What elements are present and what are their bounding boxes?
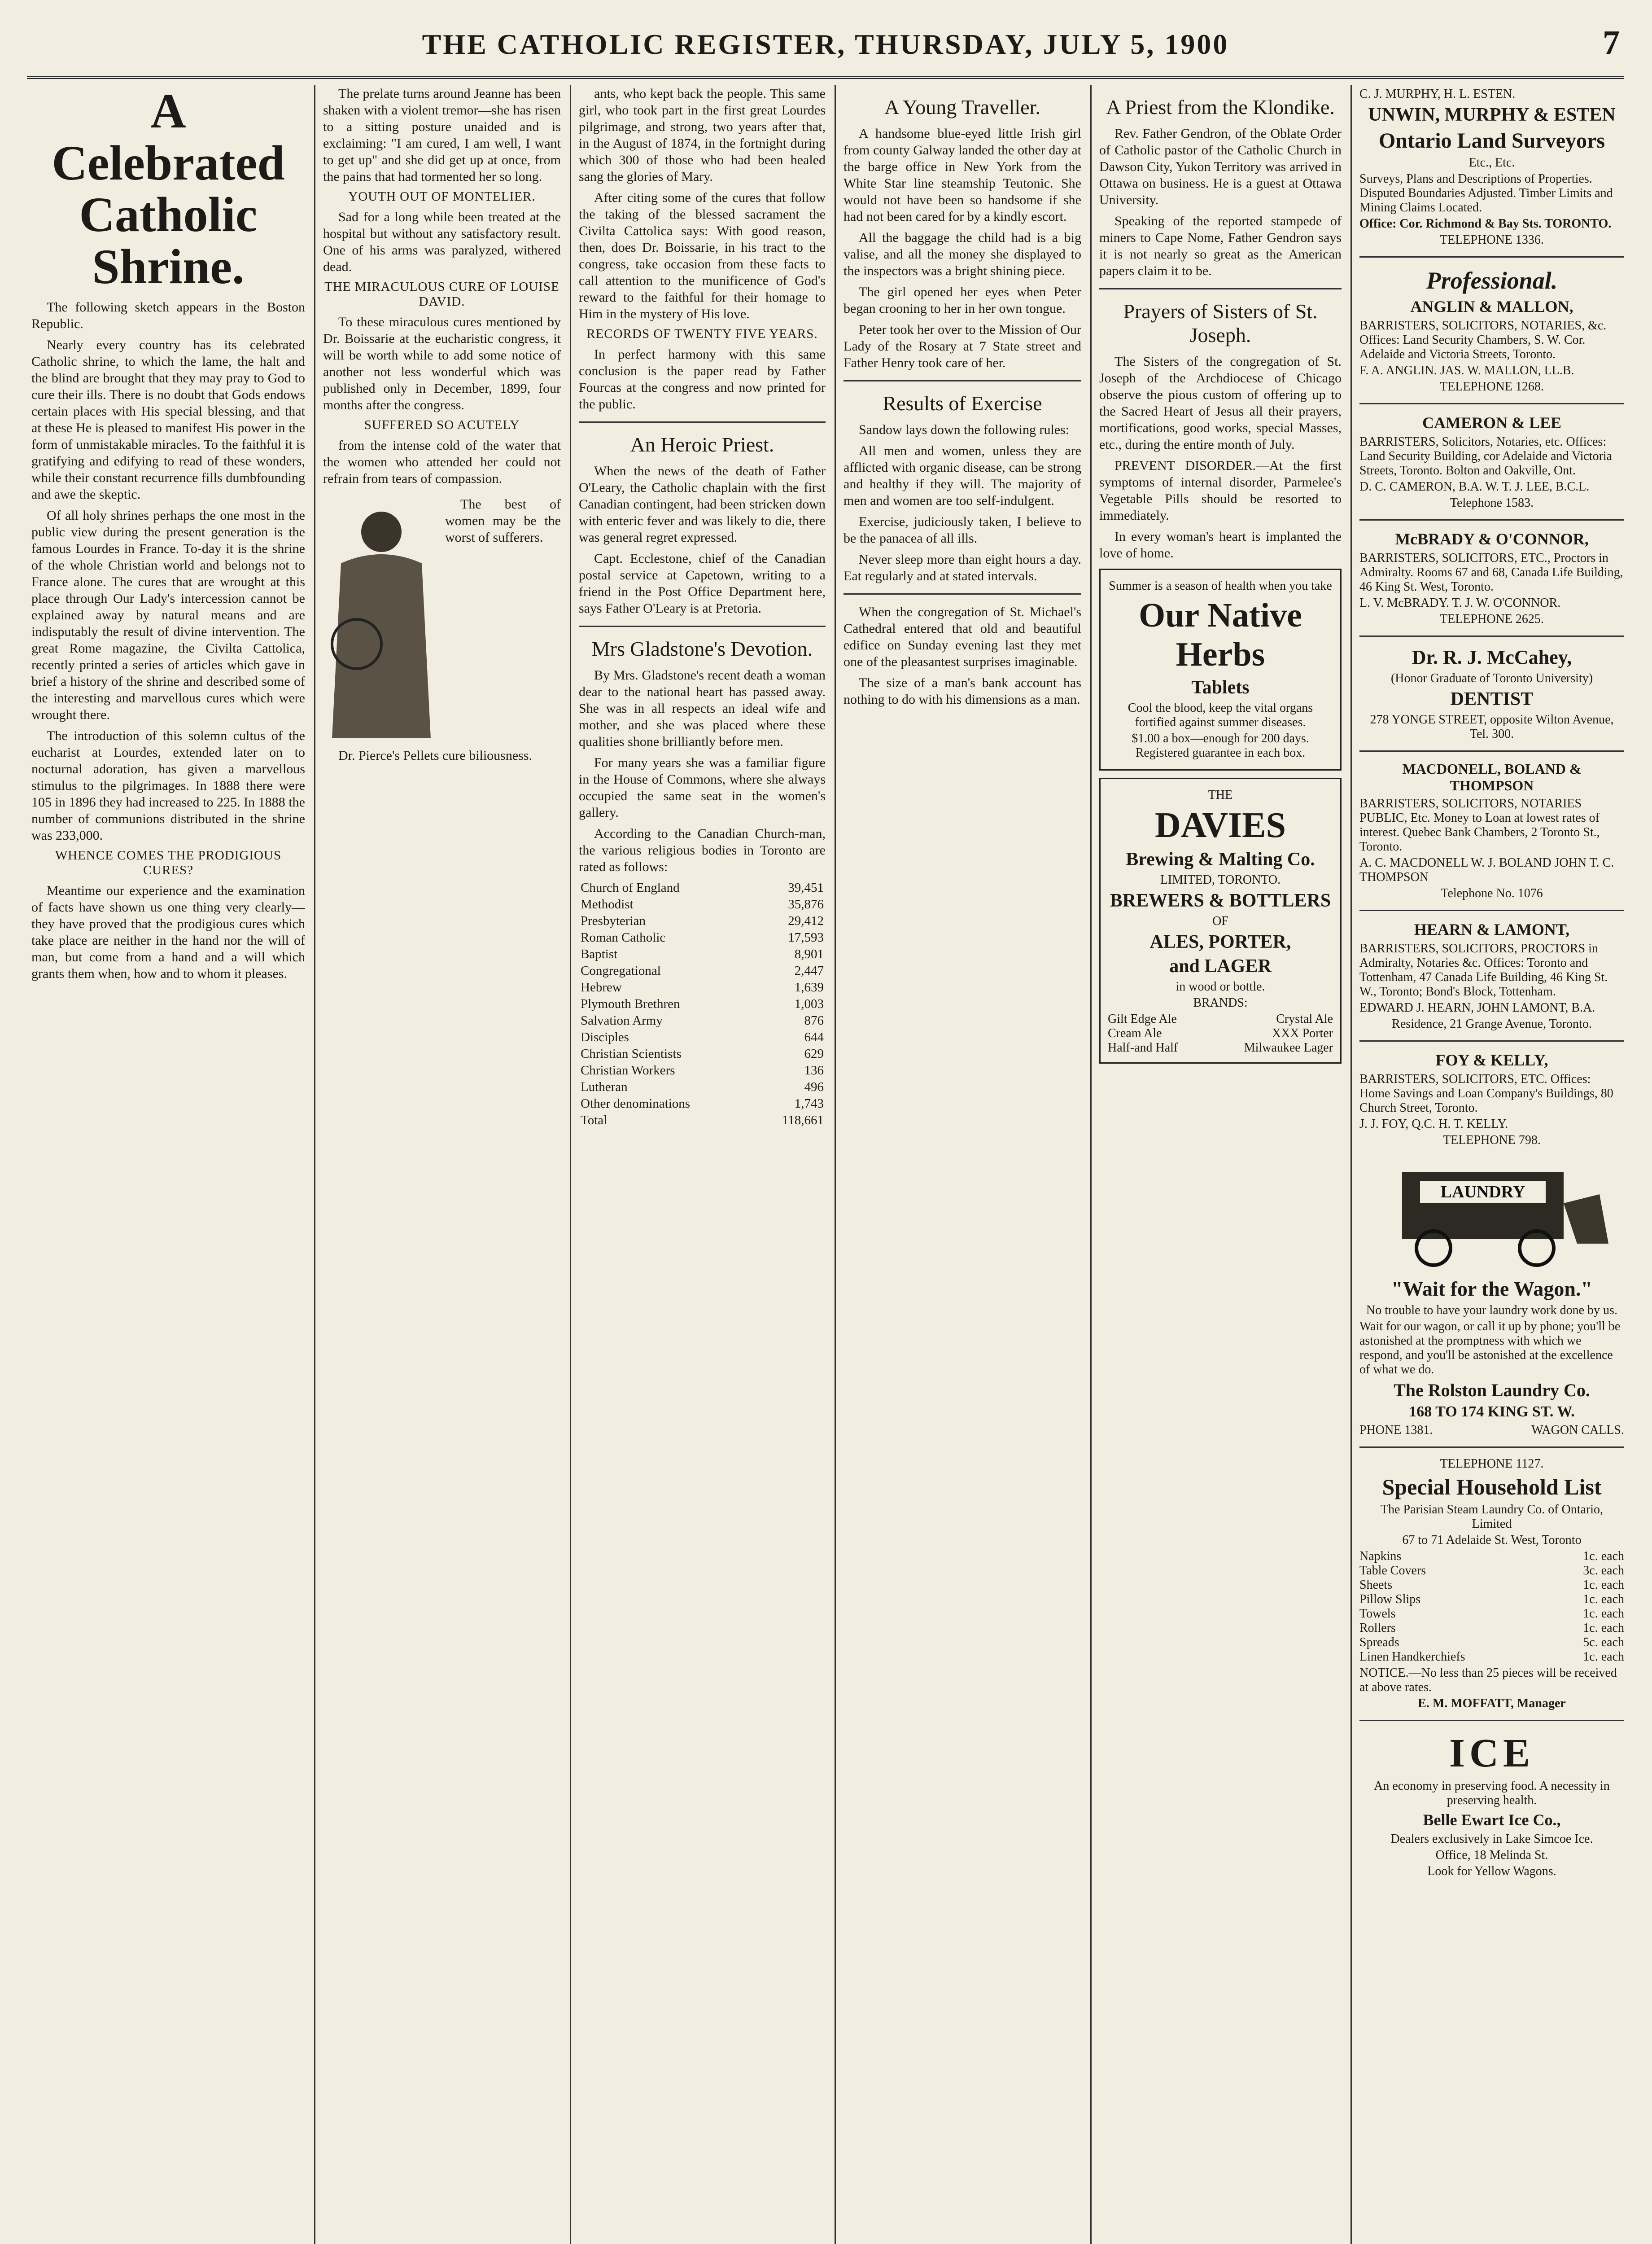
price-row xyxy=(1359,1592,1624,1607)
wagon-sub: No trouble to have your laundry work done by us. xyxy=(1366,1303,1617,1317)
price-value: 1c. each xyxy=(1583,1607,1624,1621)
ad-tail: Dr. Pierce's Pellets cure biliousness. xyxy=(338,748,532,763)
paragraph: from the intense cold of the water that the women who attended her could not refrain from tears of compassion. xyxy=(323,438,561,486)
stats-row xyxy=(579,1046,826,1062)
belle-addr: Office, 18 Melinda St. xyxy=(1435,1848,1548,1862)
paragraph: Of all holy shrines perhaps the one most in the public view during the present generation is the famous Lourdes in France. To-day it is the shrine of the whole Christian world and belongs not to France alone. The cures that are wrought at this place through Our Lady's intercession cannot be explained away by natural means and are indisputably the result of divine intervention. The great Rome magazine, the Civilta Cattolica, recently printed a series of articles which gave in brief a history of the shrine and described some of the interesting and marvellous cures which were wrought there. xyxy=(31,508,305,722)
column-6 xyxy=(1359,85,1624,2244)
stats-value: 1,743 xyxy=(794,1096,824,1111)
headline-young-traveller: A Young Traveller. xyxy=(884,96,1040,118)
stats-label: Disciples xyxy=(581,1030,629,1044)
price-row xyxy=(1359,1607,1624,1621)
stats-total-label: Total xyxy=(581,1113,607,1127)
firm-desc: BARRISTERS, SOLICITORS, NOTARIES, &c. Offices: Land Security Chambers, S. W. Cor. Adelaide and Victoria Streets, Toronto. xyxy=(1359,319,1607,361)
brand: Milwaukee Lager xyxy=(1244,1041,1333,1055)
column-3 xyxy=(579,85,826,2244)
stats-value: 136 xyxy=(804,1063,824,1078)
surveyors-desc: Surveys, Plans and Descriptions of Properties. Disputed Boundaries Adjusted. Timber Limits and Mining Claims Located. xyxy=(1359,172,1613,215)
price-list xyxy=(1359,1549,1624,1664)
dentist-addr: 278 YONGE STREET, opposite Wilton Avenue, Tel. 300. xyxy=(1370,713,1614,741)
stats-row xyxy=(579,963,826,979)
stats-label: Christian Scientists xyxy=(581,1047,682,1061)
firm-desc: BARRISTERS, Solicitors, Notaries, etc. Offices: Land Security Building, cor Adelaide and Victoria Streets, Toronto. Bolton and Oakville, Ont. xyxy=(1359,435,1613,478)
stats-row xyxy=(579,1079,826,1096)
stats-row xyxy=(579,946,826,963)
paragraph: Capt. Ecclestone, chief of the Canadian postal service at Capetown, writing to a friend in the Post Office Department here, says Father O'Leary is at Pretoria. xyxy=(579,551,826,616)
price-row xyxy=(1359,1635,1624,1650)
surveyors-etc: Etc., Etc. xyxy=(1468,156,1515,170)
stats-row xyxy=(579,979,826,996)
dentist-sub: (Honor Graduate of Toronto University) xyxy=(1390,671,1593,685)
surveyors-title: Ontario Land Surveyors xyxy=(1378,129,1605,153)
rolston-phone: PHONE 1381. xyxy=(1359,1423,1433,1437)
belle-sub: Dealers exclusively in Lake Simcoe Ice. xyxy=(1390,1832,1593,1846)
davies-ad xyxy=(1099,778,1342,1064)
rolston-name: The Rolston Laundry Co. xyxy=(1394,1380,1590,1400)
divider xyxy=(1359,519,1624,521)
brands-row xyxy=(1108,1012,1333,1026)
paragraph: Sad for a long while been treated at the hospital but without any satisfactory result. One of his arms was paralyzed, withered dead. xyxy=(323,210,561,274)
column-rule xyxy=(314,85,315,2244)
pierce-ad xyxy=(323,496,561,747)
unwin-firm: UNWIN, MURPHY & ESTEN xyxy=(1368,105,1616,125)
brand: Crystal Ale xyxy=(1276,1012,1333,1026)
masthead xyxy=(27,18,1624,79)
firm-card xyxy=(1359,413,1624,510)
divider xyxy=(1359,636,1624,637)
dentist-title: DENTIST xyxy=(1450,689,1534,710)
stats-label: Lutheran xyxy=(581,1080,628,1094)
firm-tel: Residence, 21 Grange Avenue, Toronto. xyxy=(1392,1017,1592,1031)
divider xyxy=(1099,288,1342,289)
price-value: 3c. each xyxy=(1583,1564,1624,1578)
stats-label: Plymouth Brethren xyxy=(581,997,680,1011)
brand: Cream Ale xyxy=(1108,1026,1162,1040)
davies-name: DAVIES xyxy=(1155,806,1286,845)
divider xyxy=(579,626,826,627)
stats-value: 8,901 xyxy=(794,947,824,961)
headline-heroic-priest: An Heroic Priest. xyxy=(630,433,774,456)
price-item: Linen Handkerchiefs xyxy=(1359,1650,1465,1664)
special-household: Special Household List xyxy=(1382,1474,1602,1499)
paragraph: ants, who kept back the people. This same girl, who took part in the first great Lourdes pilgrimage, and strong, two years after that, in the August of 1874, in the fortnight during which 300 of those who had been healed sang the glories of Mary. xyxy=(579,86,826,184)
firm-tel: Telephone No. 1076 xyxy=(1441,886,1543,900)
davies-ales: ALES, PORTER, xyxy=(1149,932,1291,952)
paragraph: Speaking of the reported stampede of miners to Cape Nome, Father Gendron says it is not nearly so great as the American papers claim it to be. xyxy=(1099,214,1342,278)
price-item: Pillow Slips xyxy=(1359,1592,1421,1606)
brand: Gilt Edge Ale xyxy=(1108,1012,1177,1026)
paragraph: In every woman's heart is implanted the love of home. xyxy=(1099,529,1342,561)
stats-row xyxy=(579,996,826,1012)
firm-desc: BARRISTERS, SOLICITORS, NOTARIES PUBLIC, Etc. Money to Loan at lowest rates of interest. Quebec Bank Chambers, 2 Toronto St., Toronto. xyxy=(1359,797,1600,854)
davies-brands: BRANDS: xyxy=(1193,996,1248,1010)
herbs-price: $1.00 a box—enough for 200 days. Registered guarantee in each box. xyxy=(1132,732,1309,760)
parisian-addr: 67 to 71 Adelaide St. West, Toronto xyxy=(1402,1533,1582,1547)
firm-partners: A. C. MACDONELL W. J. BOLAND JOHN T. C. THOMPSON xyxy=(1359,856,1614,884)
price-row xyxy=(1359,1621,1624,1635)
stats-value: 629 xyxy=(804,1047,824,1061)
price-item: Towels xyxy=(1359,1607,1396,1621)
paragraph: In perfect harmony with this same conclusion is the paper read by Father Fourcas at the congress and now printed for the public. xyxy=(579,347,826,412)
davies-the: THE xyxy=(1208,788,1233,802)
stats-label: Methodist xyxy=(581,897,634,912)
stats-label: Other denominations xyxy=(581,1096,691,1111)
stats-row xyxy=(579,880,826,896)
price-item: Napkins xyxy=(1359,1549,1402,1563)
firm-tel: TELEPHONE 798. xyxy=(1443,1133,1541,1147)
paragraph: After citing some of the cures that follow the taking of the blessed sacrament the Civilta Cattolica says: With good reason, then, does Dr. Boissarie, in his tract to the congress, take occasion from these facts to call attention to the munificence of God's reward to the faithful for their homage to Him in the mystery of His love. xyxy=(579,190,826,321)
stats-row xyxy=(579,1062,826,1079)
firm-partners: F. A. ANGLIN. JAS. W. MALLON, LL.B. xyxy=(1359,364,1574,377)
paragraph: To these miraculous cures mentioned by Dr. Boissarie at the eucharistic congress, it will be worth while to add some notice of another not less wonderful which was published only in December, 1899, four months after the congress. xyxy=(323,315,561,412)
herbs-sub: Tablets xyxy=(1191,677,1250,698)
brand: Half-and Half xyxy=(1108,1041,1178,1055)
paragraph: The girl opened her eyes when Peter began crooning to her in her own tongue. xyxy=(843,285,1081,316)
paragraph: Exercise, judiciously taken, I believe to be the panacea of all ills. xyxy=(843,514,1081,546)
surveyor-names: C. J. MURPHY, H. L. ESTEN. xyxy=(1359,87,1516,101)
divider xyxy=(1359,1040,1624,1042)
price-row xyxy=(1359,1549,1624,1564)
laundry-wagon-illustration xyxy=(1366,1154,1617,1271)
stats-row xyxy=(579,896,826,913)
stats-value: 876 xyxy=(804,1013,824,1028)
brands-row xyxy=(1108,1026,1333,1041)
column-5 xyxy=(1099,85,1342,2244)
firm-card xyxy=(1359,920,1624,1031)
divider xyxy=(843,380,1081,381)
paragraph: Peter took her over to the Mission of Our Lady of the Rosary at 7 State street and Father Henry took care of her. xyxy=(843,322,1081,370)
stats-value: 496 xyxy=(804,1080,824,1094)
herbs-ad xyxy=(1099,569,1342,771)
notice: NOTICE.—No less than 25 pieces will be received at above rates. xyxy=(1359,1666,1617,1694)
brand: XXX Porter xyxy=(1272,1026,1333,1040)
firm-tel: TELEPHONE 1268. xyxy=(1440,380,1544,394)
davies-lager: and LAGER xyxy=(1169,956,1272,977)
firm-name: CAMERON & LEE xyxy=(1422,414,1561,432)
rolston-addr: 168 TO 174 KING ST. W. xyxy=(1409,1403,1575,1420)
laundry-sign-text: LAUNDRY xyxy=(1440,1183,1525,1201)
price-value: 1c. each xyxy=(1583,1578,1624,1592)
parisian-name: The Parisian Steam Laundry Co. of Ontario, Limited xyxy=(1380,1503,1604,1531)
davies-of: OF xyxy=(1212,914,1228,928)
stats-label: Baptist xyxy=(581,947,618,961)
stats-label: Congregational xyxy=(581,964,661,978)
price-value: 1c. each xyxy=(1583,1621,1624,1635)
stats-row xyxy=(579,1096,826,1112)
ice-word: ICE xyxy=(1449,1731,1535,1775)
paragraph: The following sketch appears in the Boston Republic. xyxy=(31,300,305,331)
paragraph: When the news of the death of Father O'Leary, the Catholic chaplain with the first Canadian contingent, had been stricken down with enteric fever and was likely to die, there was general regret expressed. xyxy=(579,464,826,545)
firm-tel: Telephone 1583. xyxy=(1450,496,1534,510)
brands-row xyxy=(1108,1041,1333,1055)
stats-value: 39,451 xyxy=(788,881,824,895)
belle-name: Belle Ewart Ice Co., xyxy=(1423,1811,1561,1829)
price-item: Table Covers xyxy=(1359,1564,1426,1578)
divider xyxy=(1359,403,1624,404)
woman-illustration xyxy=(323,496,440,747)
paragraph: According to the Canadian Church-man, the various religious bodies in Toronto are rated as follows: xyxy=(579,826,826,874)
davies-wood: in wood or bottle. xyxy=(1176,980,1265,994)
tel-1127: TELEPHONE 1127. xyxy=(1440,1457,1544,1471)
price-row xyxy=(1359,1564,1624,1578)
firm-name: FOY & KELLY, xyxy=(1435,1051,1548,1069)
price-value: 1c. each xyxy=(1583,1549,1624,1563)
paragraph: By Mrs. Gladstone's recent death a woman dear to the national heart has passed away. She was in all respects an ideal wife and mother, and she was placed where these qualities shone brilliantly before men. xyxy=(579,668,826,749)
firm-name: HEARN & LAMONT, xyxy=(1414,920,1570,938)
firm-partners: L. V. McBRADY. T. J. W. O'CONNOR. xyxy=(1359,596,1561,610)
herbs-top: Summer is a season of health when you take xyxy=(1109,579,1332,593)
rolston-wagon: WAGON CALLS. xyxy=(1531,1423,1624,1437)
professional-heading: Professional. xyxy=(1426,267,1558,294)
column-rule xyxy=(1350,85,1352,2244)
firm-card xyxy=(1359,530,1624,627)
firm-name: MACDONELL, BOLAND & THOMPSON xyxy=(1402,761,1582,793)
firm-partners: EDWARD J. HEARN, JOHN LAMONT, B.A. xyxy=(1359,1001,1595,1015)
stats-label: Roman Catholic xyxy=(581,930,666,945)
firm-name: McBRADY & O'CONNOR, xyxy=(1395,530,1589,548)
divider xyxy=(579,421,826,423)
stats-value: 1,003 xyxy=(794,997,824,1011)
surveyors-tel: TELEPHONE 1336. xyxy=(1440,233,1544,247)
firm-card xyxy=(1359,297,1624,394)
paragraph: Nearly every country has its celebrated Catholic shrine, to which the lame, the halt and the blind are brought that they may pray to God to cure their ills. There is no doubt that Gods endows certain places with His special blessing, and that at these He is pleased to manifest His power in the form of unmistakable miracles. To the faithful it is gratifying and edifying to read of these wonders, while their constant recurrence fills dumbfounding and awe the skeptic. xyxy=(31,337,305,502)
herbs-title: Our Native Herbs xyxy=(1139,596,1302,673)
divider xyxy=(1359,256,1624,258)
headline-prayers: Prayers of Sisters of St. Joseph. xyxy=(1123,300,1318,346)
ice-desc: An economy in preserving food. A necessity in preserving health. xyxy=(1374,1779,1610,1807)
column-rule xyxy=(1090,85,1092,2244)
headline-shrine: A Celebrated Catholic Shrine. xyxy=(52,85,285,294)
stats-row xyxy=(579,929,826,946)
paragraph: PREVENT DISORDER.—At the first symptoms of internal disorder, Parmelee's Vegetable Pills should be resorted to immediately. xyxy=(1099,458,1342,523)
davies-brewers: BREWERS & BOTTLERS xyxy=(1110,890,1331,911)
wagon-desc: Wait for our wagon, or call it up by phone; you'll be astonished at the promptness with which we respond, and you'll be astonished at the excellence of what we do. xyxy=(1359,1319,1621,1376)
paragraph: Sandow lays down the following rules: xyxy=(859,422,1070,437)
price-item: Spreads xyxy=(1359,1635,1399,1649)
stats-label: Church of England xyxy=(581,881,680,895)
dentist-name: Dr. R. J. McCahey, xyxy=(1412,646,1572,668)
dentist-card xyxy=(1359,646,1624,741)
herbs-desc: Cool the blood, keep the vital organs fortified against summer diseases. xyxy=(1128,701,1313,729)
ad-caption: The best of women may be the worst of sufferers. xyxy=(445,497,561,545)
firm-desc: BARRISTERS, SOLICITORS, ETC. Offices: Home Savings and Loan Company's Buildings, 80 Church Street, Toronto. xyxy=(1359,1072,1613,1115)
stats-label: Hebrew xyxy=(581,980,622,995)
divider xyxy=(1359,750,1624,752)
firm-card xyxy=(1359,761,1624,901)
column-4 xyxy=(843,85,1081,2244)
stats-total-row xyxy=(579,1112,826,1129)
religion-stats-table xyxy=(579,880,826,1129)
price-row xyxy=(1359,1650,1624,1664)
moffatt: E. M. MOFFATT, Manager xyxy=(1418,1696,1566,1710)
subheading: WHENCE COMES THE PRODIGIOUS CURES? xyxy=(55,848,282,877)
wagon-headline: "Wait for the Wagon." xyxy=(1391,1277,1593,1300)
firm-name: ANGLIN & MALLON, xyxy=(1410,298,1573,316)
paragraph: For many years she was a familiar figure in the House of Commons, where she always occupied the same seat in the women's gallery. xyxy=(579,755,826,820)
stats-label: Presbyterian xyxy=(581,914,646,928)
subheading: RECORDS OF TWENTY FIVE YEARS. xyxy=(586,327,818,341)
price-item: Rollers xyxy=(1359,1621,1396,1635)
subheading: YOUTH OUT OF MONTELIER. xyxy=(348,189,536,204)
stats-value: 1,639 xyxy=(794,980,824,995)
stats-value: 644 xyxy=(804,1030,824,1044)
stats-row xyxy=(579,913,826,929)
firm-tel: TELEPHONE 2625. xyxy=(1440,612,1544,626)
firm-partners: D. C. CAMERON, B.A. W. T. J. LEE, B.C.L. xyxy=(1359,480,1590,494)
paragraph: Never sleep more than eight hours a day. Eat regularly and at stated intervals. xyxy=(843,552,1081,583)
stats-value: 35,876 xyxy=(788,897,824,912)
stats-value: 29,412 xyxy=(788,914,824,928)
stats-row xyxy=(579,1012,826,1029)
divider xyxy=(1359,910,1624,911)
price-value: 5c. each xyxy=(1583,1635,1624,1649)
paragraph: A handsome blue-eyed little Irish girl from county Galway landed the other day at the barge office in New York from the White Star line steamship Teutonic. She would not have been so handsome if she had not been cared for by a kindly escort. xyxy=(843,126,1081,224)
column-1 xyxy=(31,85,305,2244)
headline-gladstone: Mrs Gladstone's Devotion. xyxy=(591,637,813,660)
headline-klondike: A Priest from the Klondike. xyxy=(1106,96,1335,118)
stats-row xyxy=(579,1029,826,1046)
divider xyxy=(843,593,1081,595)
paragraph: Meantime our experience and the examination of facts have shown us one thing very clearly—they have proved that the prodigious cures which take place are neither in the hand nor the will of man, but come from a hand and a will which grants them when, how and to whom it pleases. xyxy=(31,883,305,981)
firm-desc: BARRISTERS, SOLICITORS, ETC., Proctors in Admiralty. Rooms 67 and 68, Canada Life Building, 46 King St. West, Toronto. xyxy=(1359,551,1623,594)
divider xyxy=(1359,1720,1624,1721)
column-rule xyxy=(835,85,836,2244)
masthead-title: THE CATHOLIC REGISTER, THURSDAY, JULY 5, 1900 xyxy=(422,28,1229,60)
price-item: Sheets xyxy=(1359,1578,1393,1592)
price-row xyxy=(1359,1578,1624,1592)
headline-exercise: Results of Exercise xyxy=(883,392,1042,415)
belle-look: Look for Yellow Wagons. xyxy=(1427,1864,1556,1878)
firm-desc: BARRISTERS, SOLICITORS, PROCTORS in Admiralty, Notaries &c. Offices: Toronto and Tottenham, 47 Canada Life Building, 46 King St. W., Toronto; Bond's Block, Tottenham. xyxy=(1359,942,1608,999)
davies-sub: Brewing & Malting Co. xyxy=(1126,849,1315,870)
column-2 xyxy=(323,85,561,2244)
stats-label: Salvation Army xyxy=(581,1013,663,1028)
column-rule xyxy=(570,85,571,2244)
rolston-row xyxy=(1359,1423,1624,1438)
davies-ltd: LIMITED, TORONTO. xyxy=(1160,873,1281,887)
paragraph: The prelate turns around Jeanne has been shaken with a violent tremor—she has risen to a sitting posture unaided and is exclaiming: "I am cured, I am well, I want to get up" and she did get up at once, from the pains that had tormented her so long. xyxy=(323,86,561,184)
paragraph: All the baggage the child had is a big valise, and all the money she displayed to the inspectors was a bright shining piece. xyxy=(843,230,1081,278)
paragraph: The size of a man's bank account has nothing to do with his dimensions as a man. xyxy=(843,675,1081,707)
firm-card xyxy=(1359,1051,1624,1148)
firm-partners: J. J. FOY, Q.C. H. T. KELLY. xyxy=(1359,1117,1508,1131)
surveyors-office: Office: Cor. Richmond & Bay Sts. TORONTO. xyxy=(1359,217,1612,231)
paragraph: The introduction of this solemn cultus of the eucharist at Lourdes, extended later on to nocturnal adoration, has given a marvellous stimulus to the pilgrimages. In 1888 there were 105 in 1896 they had increased to 225. In 1888 the number of communions distributed in the shrine was 233,000. xyxy=(31,728,305,843)
stats-value: 2,447 xyxy=(794,964,824,978)
paragraph: The Sisters of the congregation of St. Joseph of the Archdiocese of Chicago observe the pious custom of offering up to the Sacred Heart of Jesus all their prayers, mortifications, good works, special Masses, etc., during the entire month of July. xyxy=(1099,354,1342,452)
subheading: SUFFERED SO ACUTELY xyxy=(364,418,520,432)
stats-value: 17,593 xyxy=(788,930,824,945)
stats-label: Christian Workers xyxy=(581,1063,675,1078)
page-number: 7 xyxy=(1603,24,1620,61)
subheading: THE MIRACULOUS CURE OF LOUISE DAVID. xyxy=(324,280,559,309)
price-value: 1c. each xyxy=(1583,1650,1624,1664)
stats-total-value: 118,661 xyxy=(782,1113,824,1127)
paragraph: Rev. Father Gendron, of the Oblate Order of Catholic pastor of the Catholic Church in Dawson City, Yukon Territory was arrived in Ottawa on business. He is a guest at Ottawa University. xyxy=(1099,126,1342,207)
paragraph: When the congregation of St. Michael's Cathedral entered that old and beautiful edifice on Sunday evening last they met one of the pleasantest surprises imaginable. xyxy=(843,605,1081,669)
divider xyxy=(1359,1446,1624,1448)
price-value: 1c. each xyxy=(1583,1592,1624,1606)
paragraph: All men and women, unless they are afflicted with organic disease, can be strong and healthy if they will. The majority of men and women are too self-indulgent. xyxy=(843,443,1081,508)
